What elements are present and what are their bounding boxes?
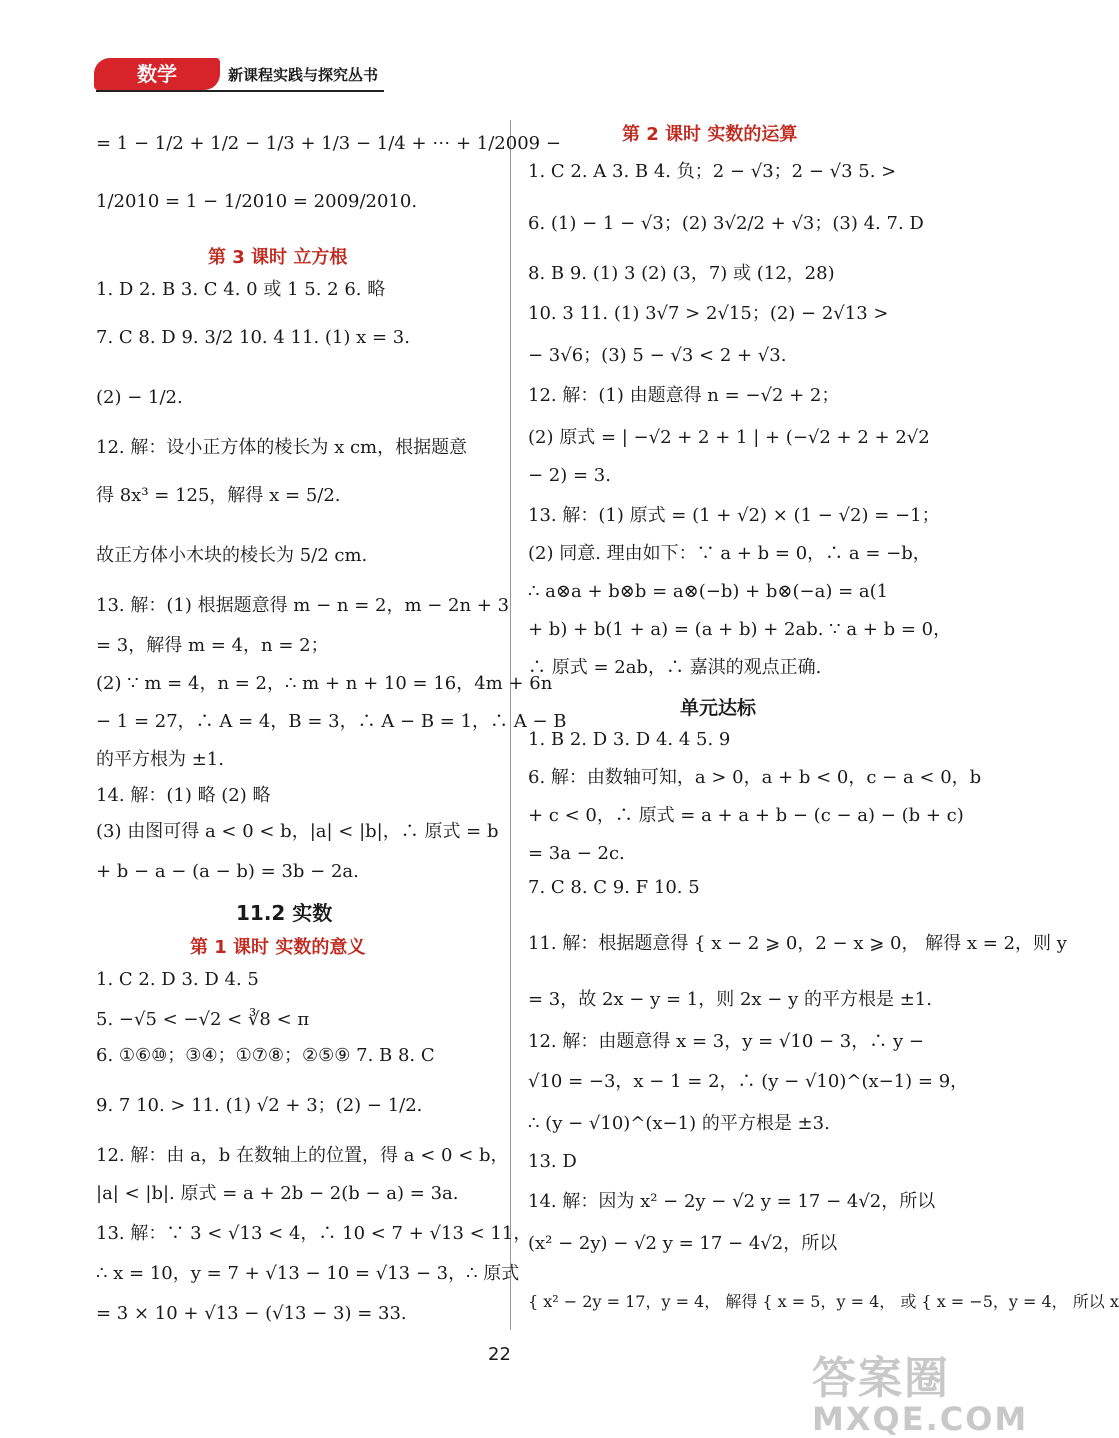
section-title: 第 2 课时 实数的运算 (622, 124, 798, 145)
left-line: 13. 解：∵ 3 < √13 < 4，∴ 10 < 7 + √13 < 11， (96, 1223, 532, 1244)
page-number: 22 (488, 1344, 511, 1365)
left-line: (3) 由图可得 a < 0 < b，|a| < |b|，∴ 原式 = b (96, 821, 499, 842)
watermark-logo-text: 答案圈 (812, 1353, 950, 1404)
right-line: 10. 3 11. (1) 3√7 > 2√15；(2) − 2√13 > (528, 303, 889, 324)
left-line: − 1 = 27，∴ A = 4，B = 3，∴ A − B = 1，∴ A − B (96, 711, 567, 732)
right-line: ∴ a⊗a + b⊗b = a⊗(−b) + b⊗(−a) = a(1 (528, 581, 889, 602)
section-title: 第 3 课时 立方根 (208, 247, 348, 268)
left-line: 1/2010 = 1 − 1/2010 = 2009/2010. (96, 191, 418, 212)
right-line: (2) 原式 = | −√2 + 2 + 1 | + (−√2 + 2 + 2√2 (528, 427, 930, 448)
left-line: (2) ∵ m = 4，n = 2，∴ m + n + 10 = 16，4m + 6n (96, 673, 553, 694)
left-line: |a| < |b|. 原式 = a + 2b − 2(b − a) = 3a. (96, 1183, 459, 1204)
left-line: ∴ x = 10，y = 7 + √13 − 10 = √13 − 3，∴ 原式 (96, 1263, 520, 1284)
left-line: 1. C 2. D 3. D 4. 5 (96, 969, 259, 990)
right-line: √10 = −3，x − 1 = 2，∴ (y − √10)^(x−1) = 9， (528, 1071, 969, 1092)
header-rule (96, 90, 384, 92)
right-line: 13. D (528, 1151, 577, 1172)
section-title: 第 1 课时 实数的意义 (190, 937, 366, 958)
left-line: 12. 解：设小正方体的棱长为 x cm，根据题意 (96, 437, 468, 458)
left-line: 1. D 2. B 3. C 4. 0 或 1 5. 2 6. 略 (96, 279, 386, 300)
left-line: + b − a − (a − b) = 3b − 2a. (96, 861, 359, 882)
left-line: = 3，解得 m = 4，n = 2； (96, 635, 329, 656)
left-line: = 3 × 10 + √13 − (√13 − 3) = 33. (96, 1303, 407, 1324)
left-line: 7. C 8. D 9. 3/2 10. 4 11. (1) x = 3. (96, 327, 410, 348)
right-line: 6. (1) − 1 − √3；(2) 3√2/2 + √3；(3) 4. 7. D (528, 213, 924, 234)
watermark-url: MXQE.COM (812, 1400, 1029, 1438)
right-line: 14. 解：因为 x² − 2y − √2 y = 17 − 4√2，所以 (528, 1191, 936, 1212)
right-line: { x² − 2y = 17，y = 4， 解得 { x = 5，y = 4， 或 { x = −5，y = 4， 所以 x (528, 1292, 1119, 1311)
section-heading: 11.2 实数 (236, 901, 333, 925)
right-line: 12. 解：(1) 由题意得 n = −√2 + 2； (528, 385, 840, 406)
series-title: 新课程实践与探究丛书 (228, 66, 379, 84)
right-line: − 3√6；(3) 5 − √3 < 2 + √3. (528, 345, 787, 366)
left-line: = 1 − 1/2 + 1/2 − 1/3 + 1/3 − 1/4 + ⋯ + 1/2009 − (96, 133, 561, 154)
right-line: 1. C 2. A 3. B 4. 负；2 − √3；2 − √3 5. > (528, 161, 897, 182)
right-line: (2) 同意. 理由如下：∵ a + b = 0，∴ a = −b， (528, 543, 931, 564)
right-line: ∴ (y − √10)^(x−1) 的平方根是 ±3. (528, 1113, 830, 1134)
left-line: 13. 解：(1) 根据题意得 m − n = 2，m − 2n + 3 (96, 595, 510, 616)
right-line: 7. C 8. C 9. F 10. 5 (528, 877, 700, 898)
left-line: 14. 解：(1) 略 (2) 略 (96, 785, 271, 806)
right-line: − 2) = 3. (528, 465, 611, 486)
right-line: 1. B 2. D 3. D 4. 4 5. 9 (528, 729, 731, 750)
right-line: = 3a − 2c. (528, 843, 625, 864)
right-line: + b) + b(1 + a) = (a + b) + 2ab. ∵ a + b = 0， (528, 619, 952, 640)
right-line: = 3，故 2x − y = 1，则 2x − y 的平方根是 ±1. (528, 989, 932, 1010)
section-heading: 单元达标 (680, 697, 757, 719)
left-line: (2) − 1/2. (96, 387, 183, 408)
subject-badge: 数学 (94, 58, 220, 90)
left-line: 故正方体小木块的棱长为 5/2 cm. (96, 545, 368, 566)
right-line: (x² − 2y) − √2 y = 17 − 4√2，所以 (528, 1233, 838, 1254)
right-line: 11. 解：根据题意得 { x − 2 ⩾ 0，2 − x ⩾ 0， 解得 x = 2，则 y (528, 933, 1067, 954)
left-line: 得 8x³ = 125，解得 x = 5/2. (96, 485, 341, 506)
left-line: 5. −√5 < −√2 < ∛8 < π (96, 1009, 310, 1030)
right-line: + c < 0，∴ 原式 = a + a + b − (c − a) − (b + c) (528, 805, 964, 826)
left-line: 的平方根为 ±1. (96, 749, 224, 770)
watermark (812, 1342, 1028, 1438)
right-line: 13. 解：(1) 原式 = (1 + √2) × (1 − √2) = −1； (528, 505, 940, 526)
left-line: 9. 7 10. > 11. (1) √2 + 3；(2) − 1/2. (96, 1095, 423, 1116)
right-line: 6. 解：由数轴可知，a > 0，a + b < 0，c − a < 0，b (528, 767, 982, 788)
left-line: 6. ①⑥⑩；③④；①⑦⑧；②⑤⑨ 7. B 8. C (96, 1045, 435, 1066)
right-line: 12. 解：由题意得 x = 3，y = √10 − 3，∴ y − (528, 1031, 924, 1052)
left-line: 12. 解：由 a，b 在数轴上的位置，得 a < 0 < b， (96, 1145, 509, 1166)
right-line: ∴ 原式 = 2ab，∴ 嘉淇的观点正确. (528, 657, 822, 678)
right-line: 8. B 9. (1) 3 (2) (3，7) 或 (12，28) (528, 263, 835, 284)
